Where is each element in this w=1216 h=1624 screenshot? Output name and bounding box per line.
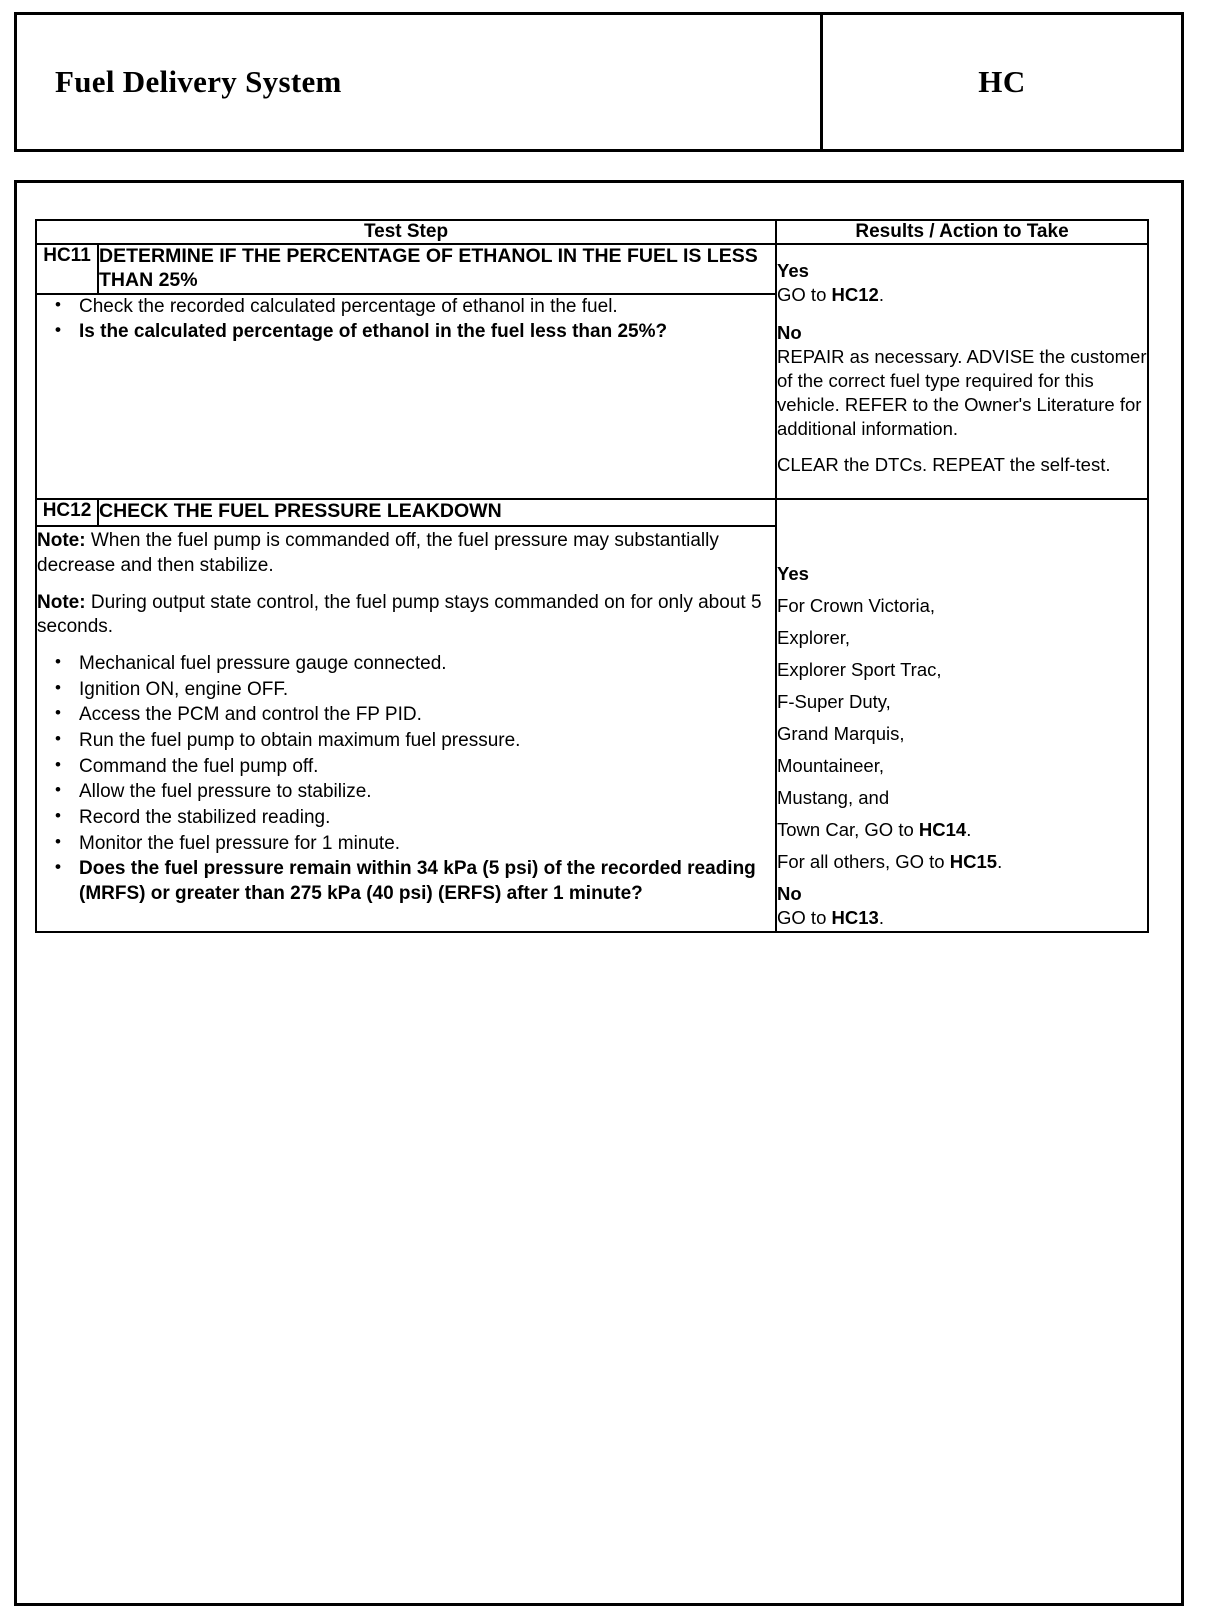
step-id-hc11: HC11 <box>36 244 98 294</box>
result-no-label: No <box>777 883 802 905</box>
table-header-row <box>36 220 1148 244</box>
step-bullets-hc12 <box>37 652 775 907</box>
list-item: • Access the PCM and control the FP PID. <box>37 703 775 728</box>
note-text: When the fuel pump is commanded off, the fuel pressure may substantially decrease and then stabilize. <box>37 530 719 576</box>
table-row <box>36 499 1148 526</box>
diagnostic-table <box>35 219 1149 933</box>
list-item: • Monitor the fuel pressure for 1 minute. <box>37 832 775 857</box>
note-label: Note: <box>37 591 86 613</box>
result-town-car-goto <box>777 818 1147 842</box>
results-cell-hc12 <box>776 499 1148 932</box>
result-vehicle: F-Super Duty, <box>777 691 891 713</box>
result-others-prefix: For all others, GO to <box>777 851 950 873</box>
result-yes-suffix: . <box>878 284 884 306</box>
result-yes-label: Yes <box>777 260 809 281</box>
page-header <box>14 12 1184 152</box>
result-vehicle: Mountaineer, <box>777 755 884 777</box>
section-code: HC <box>978 64 1026 99</box>
result-no-code[interactable]: HC13 <box>831 907 879 929</box>
step-body-hc11 <box>36 294 776 499</box>
result-no-text-2: CLEAR the DTCs. REPEAT the self-test. <box>777 454 1111 476</box>
list-item: • Allow the fuel pressure to stabilize. <box>37 780 775 805</box>
step-id-hc12: HC12 <box>36 499 98 526</box>
step-bullets-hc11 <box>37 295 775 345</box>
list-item: • Run the fuel pump to obtain maximum fuel pressure. <box>37 729 775 754</box>
result-all-others-goto <box>777 850 1147 874</box>
note-label: Note: <box>37 530 86 552</box>
result-town-car-prefix: Town Car, GO to <box>777 819 919 841</box>
table-row <box>36 244 1148 294</box>
list-item: • Ignition ON, engine OFF. <box>37 678 775 703</box>
result-others-suffix: . <box>997 851 1003 873</box>
result-no-label: No <box>777 322 802 344</box>
result-no-prefix: GO to <box>777 907 832 929</box>
result-no-goto <box>777 906 1147 930</box>
list-item: • Command the fuel pump off. <box>37 755 775 780</box>
result-vehicle: For Crown Victoria, <box>777 594 935 616</box>
result-no-text: REPAIR as necessary. ADVISE the customer of the correct fuel type required for this vehicle. REFER to the Owner's Literature for additional information. <box>777 346 1147 440</box>
header-title-cell <box>17 15 823 149</box>
result-vehicle: Explorer, <box>777 627 851 649</box>
result-town-car-code[interactable]: HC14 <box>918 819 967 841</box>
list-item: • Does the fuel pressure remain within 34 kPa (5 psi) of the recorded reading (MRFS) or greater than 275 kPa (40 psi) (ERFS) after 1 minute? <box>37 857 775 906</box>
list-item: • Mechanical fuel pressure gauge connected. <box>37 652 775 677</box>
note-text: During output state control, the fuel pump stays commanded on for only about 5 seconds. <box>37 591 762 638</box>
list-item: • Check the recorded calculated percentage of ethanol in the fuel. <box>37 295 775 320</box>
step-title-hc11: DETERMINE IF THE PERCENTAGE OF ETHANOL IN THE FUEL IS LESS THAN 25% <box>98 244 776 294</box>
result-yes-text <box>777 283 1147 307</box>
result-vehicle: Explorer Sport Trac, <box>777 659 942 681</box>
step-body-hc12 <box>36 526 776 931</box>
results-cell-hc11 <box>776 244 1148 499</box>
column-header-test-step: Test Step <box>36 220 776 244</box>
result-others-code[interactable]: HC15 <box>949 851 998 873</box>
result-yes-prefix: GO to <box>777 284 832 306</box>
result-vehicle: Mustang, and <box>777 787 890 809</box>
column-header-results: Results / Action to Take <box>776 220 1148 244</box>
result-yes-label: Yes <box>777 562 809 584</box>
content-frame <box>14 180 1184 1606</box>
result-town-car-suffix: . <box>966 819 972 841</box>
note-2 <box>37 591 775 640</box>
step-title-hc12: CHECK THE FUEL PRESSURE LEAKDOWN <box>98 499 776 526</box>
header-code-cell <box>823 15 1181 149</box>
result-yes-code[interactable]: HC12 <box>831 284 879 306</box>
note-1 <box>37 529 775 578</box>
result-no-suffix: . <box>878 907 884 929</box>
page-title: Fuel Delivery System <box>55 64 342 99</box>
result-vehicle: Grand Marquis, <box>777 723 905 745</box>
list-item: • Record the stabilized reading. <box>37 806 775 831</box>
list-item: • Is the calculated percentage of ethanol in the fuel less than 25%? <box>37 320 775 345</box>
